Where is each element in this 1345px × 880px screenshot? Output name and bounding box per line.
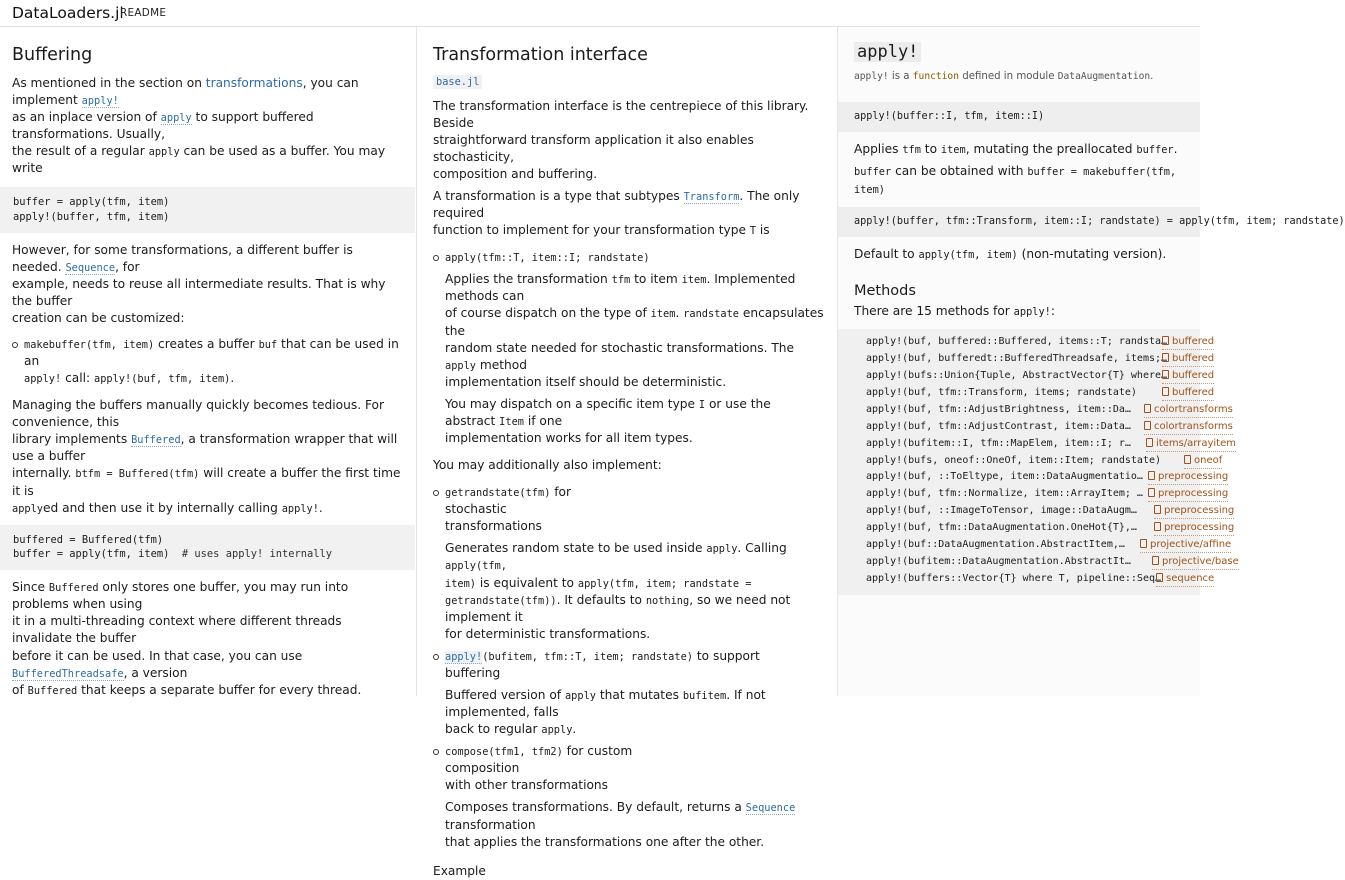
paragraph: Since Buffered only stores one buffer, you may run into problems when using it in a multi-threading context where different threads invalidate the buffer before it can be used. In that case, you can use BufferedThreadsafe, a version of Buffered that keeps a separate buffer for every thread. (12, 580, 362, 697)
apply-ref[interactable]: apply (160, 111, 192, 124)
method-source-link[interactable]: colortransforms (1144, 403, 1233, 418)
method-signature: apply!(buf, tfm::DataAugmentation.OneHot{T},… (866, 522, 1137, 534)
paragraph: However, for some transformations, a different buffer is needed. Sequence, for example, needs to reuse all intermediate results. That is why the buffer creation can be customized: (12, 242, 386, 325)
paragraph: The transformation interface is the centrepiece of this library. Beside straightforward transform application it also enables stochasticity, composition and buffering. (433, 98, 809, 181)
method-signature: apply!(bufitem::I, tfm::MapElem, item::I; r… (866, 437, 1131, 449)
method-signature: apply!(buf, tfm::AdjustBrightness, item::Da… (866, 403, 1131, 415)
file-icon (1140, 539, 1147, 548)
method-row[interactable] (838, 334, 1215, 351)
pane-title: Buffering (12, 45, 93, 65)
top-bar (0, 0, 1200, 27)
file-icon (1144, 421, 1151, 430)
docs-title: apply! (854, 41, 1188, 65)
method-signature: apply!(buf, ::ImageToTensor, image::DataAugm… (866, 505, 1137, 517)
method-row[interactable] (838, 351, 1215, 368)
source-file-link[interactable]: base.jl (433, 75, 482, 89)
method-row[interactable] (838, 503, 1235, 520)
apply-bang-ref[interactable]: apply! (81, 94, 119, 107)
section-heading: Example (433, 863, 486, 878)
method-source-link[interactable]: sequence (1156, 572, 1214, 587)
method-source-link[interactable]: projective/base (1152, 555, 1239, 570)
file-icon (1154, 522, 1161, 531)
method-source-link[interactable]: buffered (1162, 386, 1214, 401)
paragraph: Applies tfm to item, mutating the preallocated buffer. (854, 142, 1178, 157)
buffering-pane[interactable] (0, 27, 415, 696)
method-source-link[interactable]: oneof (1184, 454, 1222, 469)
file-icon (1144, 404, 1151, 413)
method-signature: apply!(buf, ::ToEltype, item::DataAugmentatio… (866, 471, 1143, 483)
method-row[interactable] (838, 537, 1232, 554)
list-item: compose(tfm1, tfm2) for custom composition with other transformations Composes transformations. By default, returns a Sequence transformation that applies the transformations one after the other. (433, 743, 824, 850)
file-icon (1162, 336, 1169, 345)
sequence-ref[interactable]: Sequence (65, 261, 116, 274)
methods-heading: Methods (854, 282, 916, 299)
file-icon (1148, 488, 1155, 497)
method-source-link[interactable]: preprocessing (1154, 504, 1234, 519)
method-signature: apply!(buf, tfm::AdjustContrast, item::Data… (866, 420, 1131, 432)
signature-block: apply!(buffer, tfm::Transform, item::I; randstate) = apply(tfm, item; randstate) (838, 207, 1200, 237)
method-source-link[interactable]: colortransforms (1144, 420, 1233, 435)
pane-title: Transformation interface (433, 45, 648, 65)
paragraph: A transformation is a type that subtypes Transform. The only required function to implement for your transformation type T is (433, 188, 800, 238)
method-source-link[interactable]: buffered (1162, 352, 1214, 367)
paragraph: Default to apply(tfm, item) (non-mutating version). (854, 246, 1167, 261)
bufferedthreadsafe-ref[interactable]: BufferedThreadsafe (12, 667, 124, 680)
paragraph: As mentioned in the section on transformations, you can implement apply! as an inplace version of apply to support buffered transformations. Usually, the result of a regular apply can be used as a buffer. You may write (12, 75, 386, 175)
methods-count: There are 15 methods for apply!: (854, 304, 1055, 319)
method-signature: apply!(bufs, oneof::OneOf, item::Item; randstate) (866, 454, 1162, 466)
method-signature: apply!(buf, bufferedt::BufferedThreadsafe, items;… (866, 353, 1168, 365)
file-icon (1152, 556, 1159, 565)
transformation-interface-pane[interactable] (416, 27, 836, 878)
file-icon (1156, 573, 1163, 582)
method-source-link[interactable]: items/arrayitem (1146, 437, 1236, 452)
docs-subtitle: apply! is a function defined in module DataAugmentation. (854, 70, 1154, 82)
package-title[interactable]: DataLoaders.jl (12, 4, 124, 22)
method-signature: apply!(bufs::Union{Tuple, AbstractVector{T} where… (866, 370, 1168, 382)
method-signature: apply!(buf, buffered::Buffered, items::T; randsta… (866, 336, 1168, 348)
readme-tab[interactable]: README (120, 7, 167, 19)
list-item: makebuffer(tfm, item) creates a buffer buf that can be used in an apply! call: apply!(buf, tfm, item). (12, 336, 403, 387)
buffered-ref[interactable]: Buffered (131, 434, 181, 447)
method-source-link[interactable]: preprocessing (1154, 521, 1234, 536)
list-item: getrandstate(tfm) for stochastic transformations Generates random state to be used inside apply. Calling apply(tfm, item) is equivalent to apply(tfm, item; randstate = getrandstate(tfm)). It defaults to nothing, so we need not implement it for deterministic transformations. (433, 484, 824, 643)
method-signature: apply!(buf, tfm::Transform, items; randstate) (866, 387, 1137, 398)
method-source-link[interactable]: preprocessing (1148, 487, 1228, 502)
method-source-link[interactable]: buffered (1162, 369, 1214, 384)
method-row[interactable] (838, 436, 1236, 453)
method-row[interactable] (838, 486, 1229, 503)
list-item: apply(tfm::T, item::I; randstate) Applies the transformation tfm to item item. Implemented methods can of course dispatch on the type of item. randstate encapsulates the random state needed for stochastic transformations. The apply method implementation itself should be deterministic. You may dispatch on a specific item type I or use the abstract Item if one implementation works for all item types. (433, 249, 824, 447)
method-row[interactable] (838, 520, 1235, 537)
method-row[interactable] (838, 469, 1229, 486)
file-icon (1162, 370, 1169, 379)
sequence-ref[interactable]: Sequence (745, 802, 796, 815)
file-icon (1146, 438, 1153, 447)
file-icon (1184, 455, 1191, 464)
method-row[interactable] (838, 385, 1215, 402)
file-icon (1162, 353, 1169, 362)
method-row[interactable] (838, 571, 1215, 588)
transform-ref[interactable]: Transform (683, 190, 740, 203)
method-row[interactable] (838, 554, 1239, 571)
paragraph: Managing the buffers manually quickly becomes tedious. For convenience, this library implements Buffered, a transformation wrapper that will use a buffer internally. btfm = Buffered(tfm) will create a buffer the first time it is applyed and then use it by internally calling apply!. (12, 398, 401, 515)
file-icon (1162, 387, 1169, 396)
file-icon (1148, 471, 1155, 480)
method-source-link[interactable]: preprocessing (1148, 470, 1228, 485)
method-row[interactable] (838, 402, 1233, 419)
list-item: apply!(bufitem, tfm::T, item; randstate) to support buffering Buffered version of apply that mutates bufitem. If not implemented, falls back to regular apply. (433, 648, 824, 738)
paragraph: You may additionally also implement: (433, 458, 662, 473)
apply-docs-pane[interactable] (837, 27, 1345, 696)
method-source-link[interactable]: projective/affine (1140, 538, 1231, 553)
method-source-link[interactable]: buffered (1162, 335, 1214, 350)
method-row[interactable] (838, 368, 1215, 385)
method-signature: apply!(bufitem::DataAugmentation.AbstractIt… (866, 555, 1131, 567)
code-block: buffer = apply(tfm, item) apply!(buffer, tfm, item) (0, 187, 415, 233)
signature-block: apply!(buffer::I, tfm, item::I) (838, 102, 1200, 132)
methods-list (838, 329, 1239, 594)
method-row[interactable] (838, 453, 1223, 470)
code-block: buffered = Buffered(tfm) buffer = apply(tfm, item) # uses apply! internally (0, 525, 415, 571)
apply-bang-ref[interactable]: apply! (445, 650, 483, 663)
method-signature: apply!(buf, tfm::Normalize, item::ArrayItem; … (866, 488, 1143, 500)
transformations-link[interactable]: transformations (205, 75, 303, 90)
method-signature: apply!(buf::DataAugmentation.AbstractItem,… (866, 539, 1125, 551)
method-signature: apply!(buffers::Vector{T} where T, pipeline::Seq… (866, 572, 1162, 584)
file-icon (1154, 505, 1161, 514)
method-row[interactable] (838, 419, 1233, 436)
paragraph: buffer can be obtained with buffer = makebuffer(tfm, item) (854, 164, 1177, 196)
